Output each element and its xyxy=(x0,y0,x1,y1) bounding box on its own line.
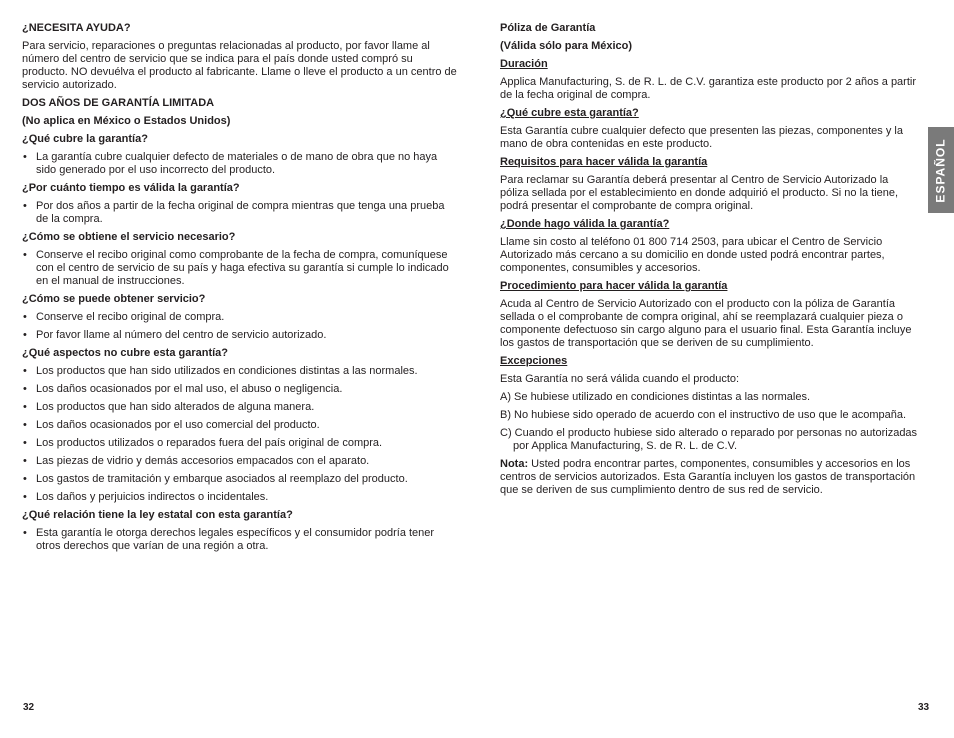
procedure-heading: Procedimiento para hacer válida la garantía xyxy=(500,280,728,292)
bullet-item: • Conserve el recibo original como comprobante de la fecha de compra, comuníquese con el centro de servicio de su país y haga efectiva su garantía si cumple lo indicado en el manual de instrucciones. xyxy=(22,249,457,288)
duration-text: Applica Manufacturing, S. de R. L. de C.V. garantiza este producto por 2 años a partir de la fecha original de compra. xyxy=(500,76,917,101)
exception-item: A) Se hubiese utilizado en condiciones distintas a las normales. xyxy=(500,391,811,403)
note-text: Usted podra encontrar partes, componentes, consumibles y accesorios en los centros de servicios autorizados. Esta Garantía incluyen los gastos de transportación que se deriven de sus cumplimiento dentro de sus red de servicio. xyxy=(500,458,916,496)
bullet-item: • Los productos utilizados o reparados fuera del país original de compra. xyxy=(22,437,457,450)
warranty-heading: DOS AÑOS DE GARANTÍA LIMITADA xyxy=(22,97,215,109)
note-label: Nota: xyxy=(500,458,529,470)
bullet-list xyxy=(22,311,457,342)
bullet-item: • Los productos que han sido alterados de alguna manera. xyxy=(22,401,457,414)
bullet-list xyxy=(22,249,457,288)
bullet-list xyxy=(22,151,457,177)
policy-subheading: (Válida sólo para México) xyxy=(500,40,633,52)
covers-heading: ¿Qué cubre esta garantía? xyxy=(500,107,639,119)
question-heading: ¿Cómo se obtiene el servicio necesario? xyxy=(22,231,236,243)
where-text: Llame sin costo al teléfono 01 800 714 2503, para ubicar el Centro de Servicio Autorizado más cercano a su domicilio en donde usted podrá encontrar partes, componentes, consumibles y accesorios. xyxy=(500,236,885,274)
question-heading: ¿Qué cubre la garantía? xyxy=(22,133,148,145)
bullet-item: • La garantía cubre cualquier defecto de materiales o de mano de obra que no haya sido generado por el uso incorrecto del producto. xyxy=(22,151,457,177)
policy-heading: Póliza de Garantía xyxy=(500,22,596,34)
requirements-text: Para reclamar su Garantía deberá presentar al Centro de Servicio Autorizado la póliza sellada por el establecimiento en donde adquirió el producto. Si no la tiene, podrá presentar el comprobante de compra original. xyxy=(500,174,899,212)
exception-item: C) Cuando el producto hubiese sido alterado o reparado por personas no autorizadas por Applica Manufacturing, S. de R. L. de C.V. xyxy=(500,427,918,452)
right-column xyxy=(500,22,918,502)
bullet-item: • Los productos que han sido utilizados en condiciones distintas a las normales. xyxy=(22,365,457,378)
requirements-heading: Requisitos para hacer válida la garantía xyxy=(500,156,708,168)
bullet-item: • Por favor llame al número del centro de servicio autorizado. xyxy=(22,329,457,342)
where-heading: ¿Donde hago válida la garantía? xyxy=(500,218,670,230)
bullet-item: • Por dos años a partir de la fecha original de compra mientras que tenga una prueba de la compra. xyxy=(22,200,457,226)
page-number-right: 33 xyxy=(918,702,930,713)
question-heading: ¿Cómo se puede obtener servicio? xyxy=(22,293,206,305)
bullet-list xyxy=(22,365,457,504)
exceptions-intro: Esta Garantía no será válida cuando el producto: xyxy=(500,373,740,385)
language-tab xyxy=(928,127,954,213)
language-tab-label: ESPAÑOL xyxy=(933,137,948,203)
bullet-item: • Los gastos de tramitación y embarque asociados al reemplazo del producto. xyxy=(22,473,457,486)
need-help-heading: ¿NECESITA AYUDA? xyxy=(22,22,131,34)
question-heading: ¿Por cuánto tiempo es válida la garantía? xyxy=(22,182,240,194)
bullet-item: • Esta garantía le otorga derechos legales específicos y el consumidor podría tener otros derechos que varían de una región a otra. xyxy=(22,527,457,553)
question-heading: ¿Qué aspectos no cubre esta garantía? xyxy=(22,347,229,359)
question-heading: ¿Qué relación tiene la ley estatal con esta garantía? xyxy=(22,509,293,521)
duration-heading: Duración xyxy=(500,58,548,70)
procedure-text: Acuda al Centro de Servicio Autorizado con el producto con la póliza de Garantía sellada o el comprobante de compra original, ahí se reemplazará cualquier pieza o componente defectuoso sin cargo alguno para el usuario final. Esta Garantía incluye los gastos de transportación que se deriven de su cumplimiento. xyxy=(500,298,912,349)
bullet-item: • Los daños ocasionados por el uso comercial del producto. xyxy=(22,419,457,432)
bullet-list xyxy=(22,527,457,553)
note-paragraph xyxy=(500,458,918,497)
bullet-item: • Los daños y perjuicios indirectos o incidentales. xyxy=(22,491,457,504)
left-column xyxy=(22,22,457,558)
page-number-left: 32 xyxy=(23,702,35,713)
bullet-item: • Las piezas de vidrio y demás accesorios empacados con el aparato. xyxy=(22,455,457,468)
bullet-item: • Los daños ocasionados por el mal uso, el abuso o negligencia. xyxy=(22,383,457,396)
covers-text: Esta Garantía cubre cualquier defecto que presenten las piezas, componentes y la mano de obra contenidas en este producto. xyxy=(500,125,903,150)
bullet-item: • Conserve el recibo original de compra. xyxy=(22,311,457,324)
warranty-subheading: (No aplica en México o Estados Unidos) xyxy=(22,115,231,127)
bullet-list xyxy=(22,200,457,226)
exception-item: B) No hubiese sido operado de acuerdo con el instructivo de uso que le acompaña. xyxy=(500,409,907,421)
exceptions-heading: Excepciones xyxy=(500,355,568,367)
need-help-text: Para servicio, reparaciones o preguntas relacionadas al producto, por favor llame al número del centro de servicio que se indica para el país donde usted compró su producto. NO devuélva el producto al fabricante. Llame o lleve el producto a un centro de servicio autorizado. xyxy=(22,40,457,91)
